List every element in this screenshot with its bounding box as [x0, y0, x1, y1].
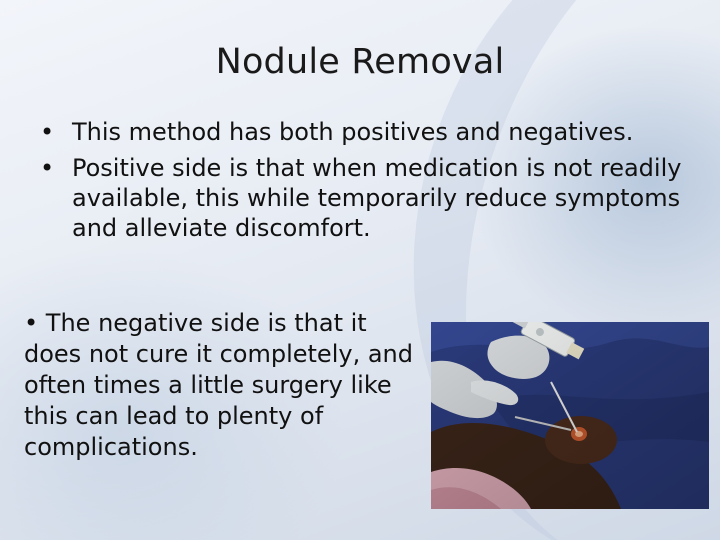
- bullet-item: [40, 117, 700, 147]
- procedure-photo-illustration: [431, 322, 709, 509]
- photo-shading: [431, 322, 709, 509]
- bullet-text: Positive side is that when medication is not readily available, this while temporarily reduce symptoms and alleviate discomfort.: [72, 154, 682, 242]
- bullet-marker: •: [40, 154, 55, 182]
- bullet-item: [40, 153, 700, 243]
- bullet-list: [40, 117, 700, 249]
- negative-side-text: The negative side is that it does not cure it completely, and often times a little surgery like this can lead to plenty of complications.: [24, 309, 413, 461]
- procedure-photo: [431, 322, 709, 509]
- bullet-marker: •: [24, 309, 39, 337]
- bullet-text: This method has both positives and negatives.: [72, 118, 634, 146]
- slide-title: Nodule Removal: [215, 42, 505, 82]
- negative-side-paragraph: [24, 308, 424, 463]
- bullet-marker: •: [40, 118, 55, 146]
